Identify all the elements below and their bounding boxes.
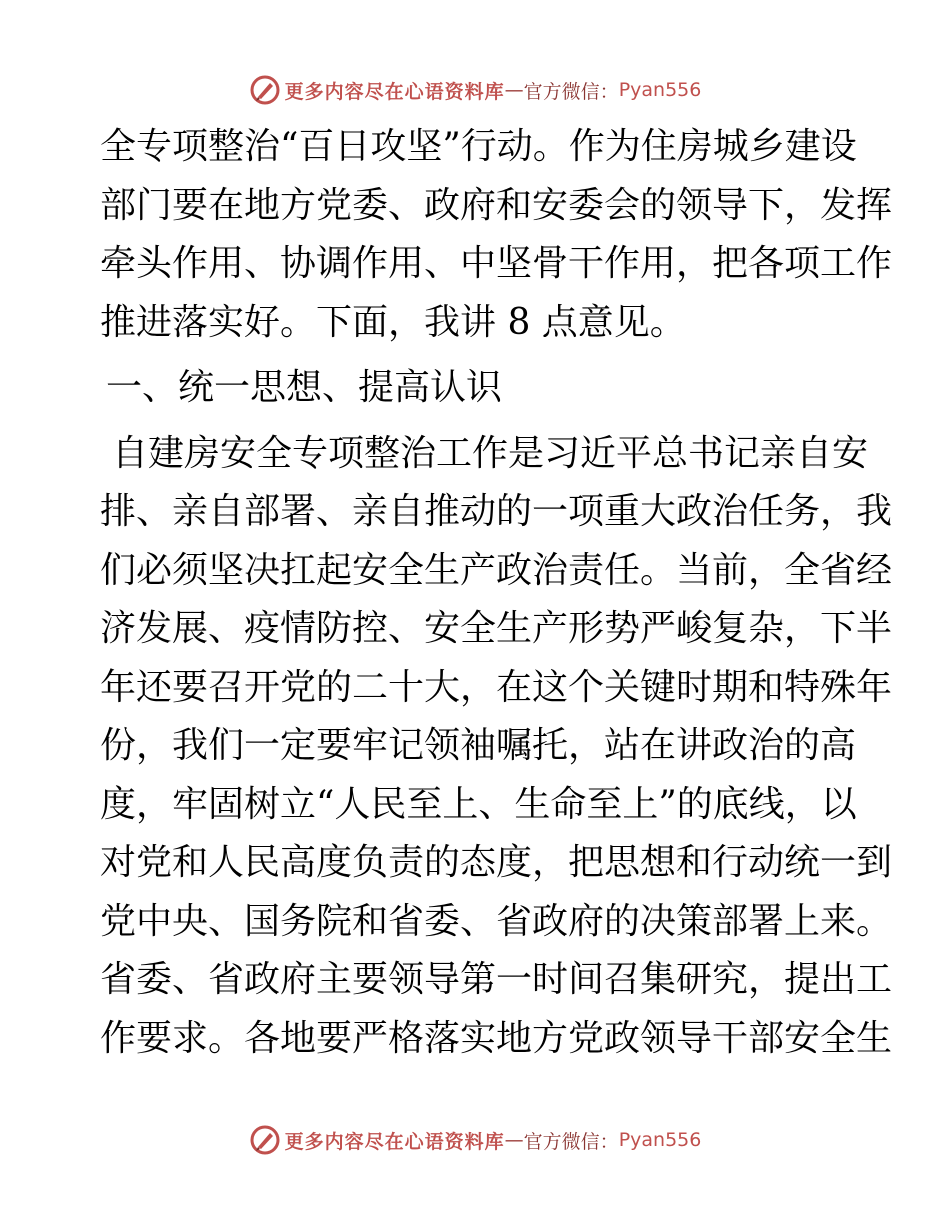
text-line: 推进落实好。下面，我讲 8 点意见。 <box>100 301 686 343</box>
paragraph-line: 对党和人民高度负责的态度，把思想和行动统一到 <box>100 842 893 883</box>
paragraph-line: 度，牢固树立“人民至上、生命至上”的底线，以 <box>100 783 857 825</box>
paragraph-line: 排、亲自部署、亲自推动的一项重大政治任务，我 <box>100 491 893 532</box>
paragraph-line: 年还要召开党的二十大，在这个关键时期和特殊年 <box>100 666 893 708</box>
footer-banner <box>0 1120 950 1160</box>
text-line: 部门要在地方党委、政府和安委会的领导下，发挥 <box>100 184 893 226</box>
separator-dash: — <box>504 79 524 101</box>
wechat-id: Pyan556 <box>618 79 702 101</box>
paragraph-line: 份，我们一定要牢记领袖嘱托，站在讲政治的高 <box>100 725 857 766</box>
pen-logo-icon <box>249 1124 281 1156</box>
paragraph-line: 作要求。各地要严格落实地方党政领导干部安全生 <box>100 1017 893 1059</box>
text-line: 全专项整治“百日攻坚”行动。作为住房城乡建设 <box>100 126 857 167</box>
header-banner <box>0 70 950 110</box>
site-name: 更多内容尽在心语资料库 <box>284 80 505 103</box>
wechat-label: 官方微信： <box>523 1130 619 1153</box>
site-name: 更多内容尽在心语资料库 <box>284 1130 505 1153</box>
wechat-label: 官方微信： <box>523 80 619 103</box>
wechat-id: Pyan556 <box>618 1129 702 1151</box>
paragraph-line: 自建房安全专项整治工作是习近平总书记亲自安 <box>112 432 869 474</box>
paragraph-line: 济发展、疫情防控、安全生产形势严峻复杂，下半 <box>100 608 893 649</box>
text-line: 牵头作用、协调作用、中坚骨干作用，把各项工作 <box>100 243 893 284</box>
paragraph-line: 党中央、国务院和省委、省政府的决策部署上来。 <box>100 900 893 942</box>
paragraph-line: 们必须坚决扛起安全生产政治责任。当前，全省经 <box>100 549 893 591</box>
document-body <box>100 118 893 1068</box>
section-heading: 一、统一思想、提高认识 <box>106 367 503 408</box>
separator-dash: — <box>504 1129 524 1151</box>
paragraph-line: 省委、省政府主要领导第一时间召集研究，提出工 <box>100 959 893 1000</box>
pen-logo-icon <box>249 74 281 106</box>
